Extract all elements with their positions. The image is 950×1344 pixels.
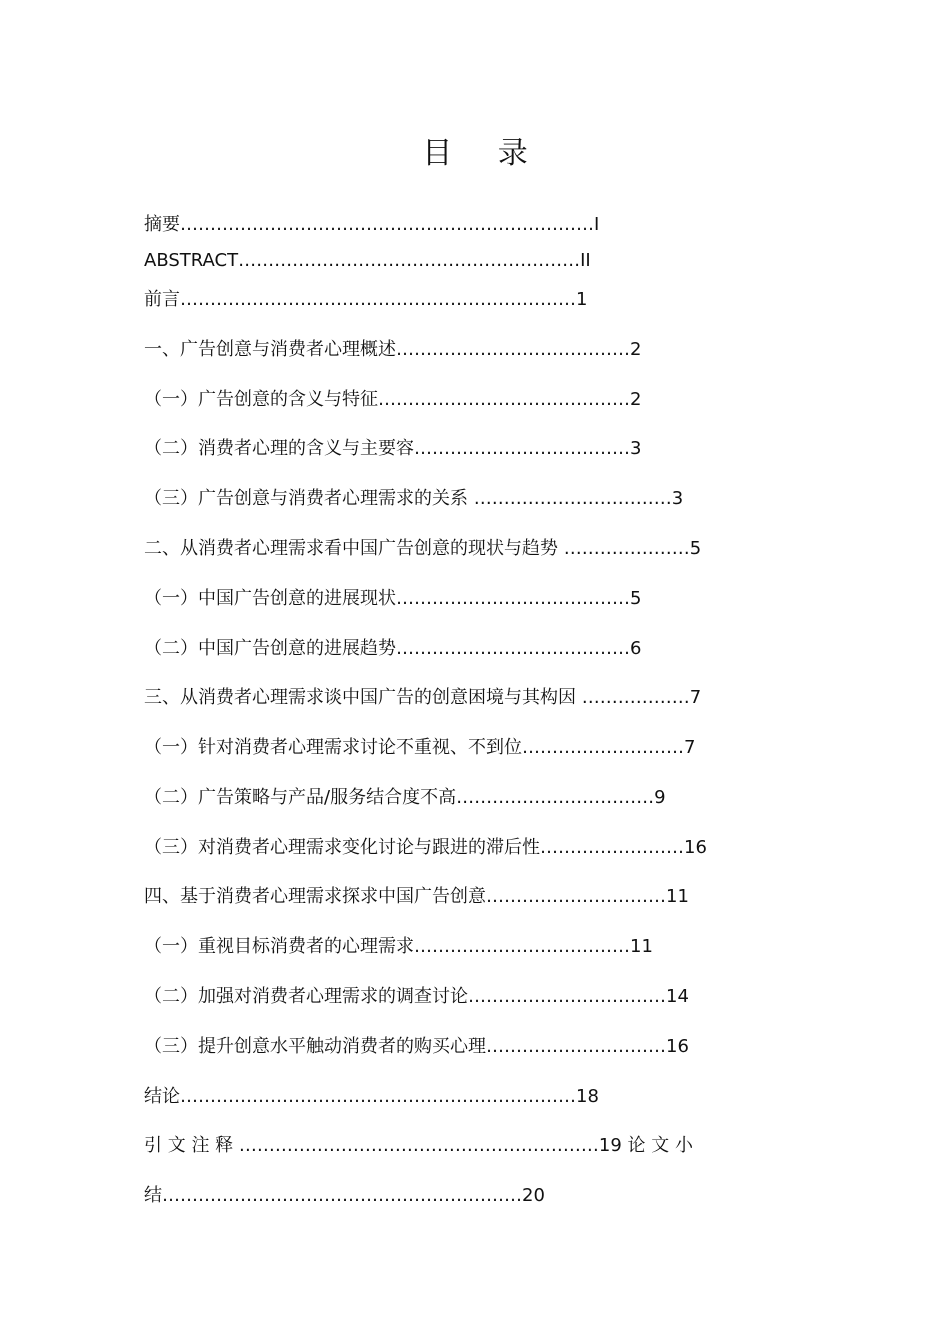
toc-item-preface[interactable]: 前言…………………………………………………………1 — [144, 289, 588, 310]
toc-item-1-1[interactable]: （一）广告创意的含义与特征……………………………………2 — [144, 389, 642, 410]
toc-item-summary[interactable]: 结……………………………………………………20 — [144, 1185, 545, 1206]
toc-item-3-2[interactable]: （二）广告策略与产品/服务结合度不高……………………………9 — [144, 787, 666, 808]
toc-item-chapter-4[interactable]: 四、基于消费者心理需求探求中国广告创意…………………………11 — [144, 886, 689, 907]
toc-item-2-2[interactable]: （二）中国广告创意的进展趋势…………………………………6 — [144, 638, 642, 659]
toc-item-1-2[interactable]: （二）消费者心理的含义与主要容………………………………3 — [144, 438, 642, 459]
toc-item-chapter-1[interactable]: 一、广告创意与消费者心理概述…………………………………2 — [144, 339, 642, 360]
toc-item-3-3[interactable]: （三）对消费者心理需求变化讨论与跟进的滞后性……………………16 — [144, 837, 707, 858]
page-title: 目 录 — [422, 136, 546, 171]
toc-item-1-3[interactable]: （三）广告创意与消费者心理需求的关系 ……………………………3 — [144, 488, 684, 509]
toc-item-4-1[interactable]: （一）重视目标消费者的心理需求………………………………11 — [144, 936, 653, 957]
toc-item-4-2[interactable]: （二）加强对消费者心理需求的调查讨论……………………………14 — [144, 986, 689, 1007]
toc-item-4-3[interactable]: （三）提升创意水平触动消费者的购买心理…………………………16 — [144, 1036, 689, 1057]
toc-item-3-1[interactable]: （一）针对消费者心理需求讨论不重视、不到位………………………7 — [144, 737, 696, 758]
toc-item-chapter-2[interactable]: 二、从消费者心理需求看中国广告创意的现状与趋势 …………………5 — [144, 538, 702, 559]
toc-item-conclusion[interactable]: 结论…………………………………………………………18 — [144, 1086, 599, 1107]
toc-item-abstract-en[interactable]: ABSTRACT…………………………………………………II — [144, 250, 591, 271]
toc-item-citations[interactable]: 引 文 注 释 ……………………………………………………19 论 文 小 — [144, 1135, 693, 1156]
toc-item-abstract-cn[interactable]: 摘要……………………………………………………………I — [144, 214, 600, 235]
toc-item-2-1[interactable]: （一）中国广告创意的进展现状…………………………………5 — [144, 588, 642, 609]
toc-item-chapter-3[interactable]: 三、从消费者心理需求谈中国广告的创意困境与其构因 ………………7 — [144, 687, 702, 708]
